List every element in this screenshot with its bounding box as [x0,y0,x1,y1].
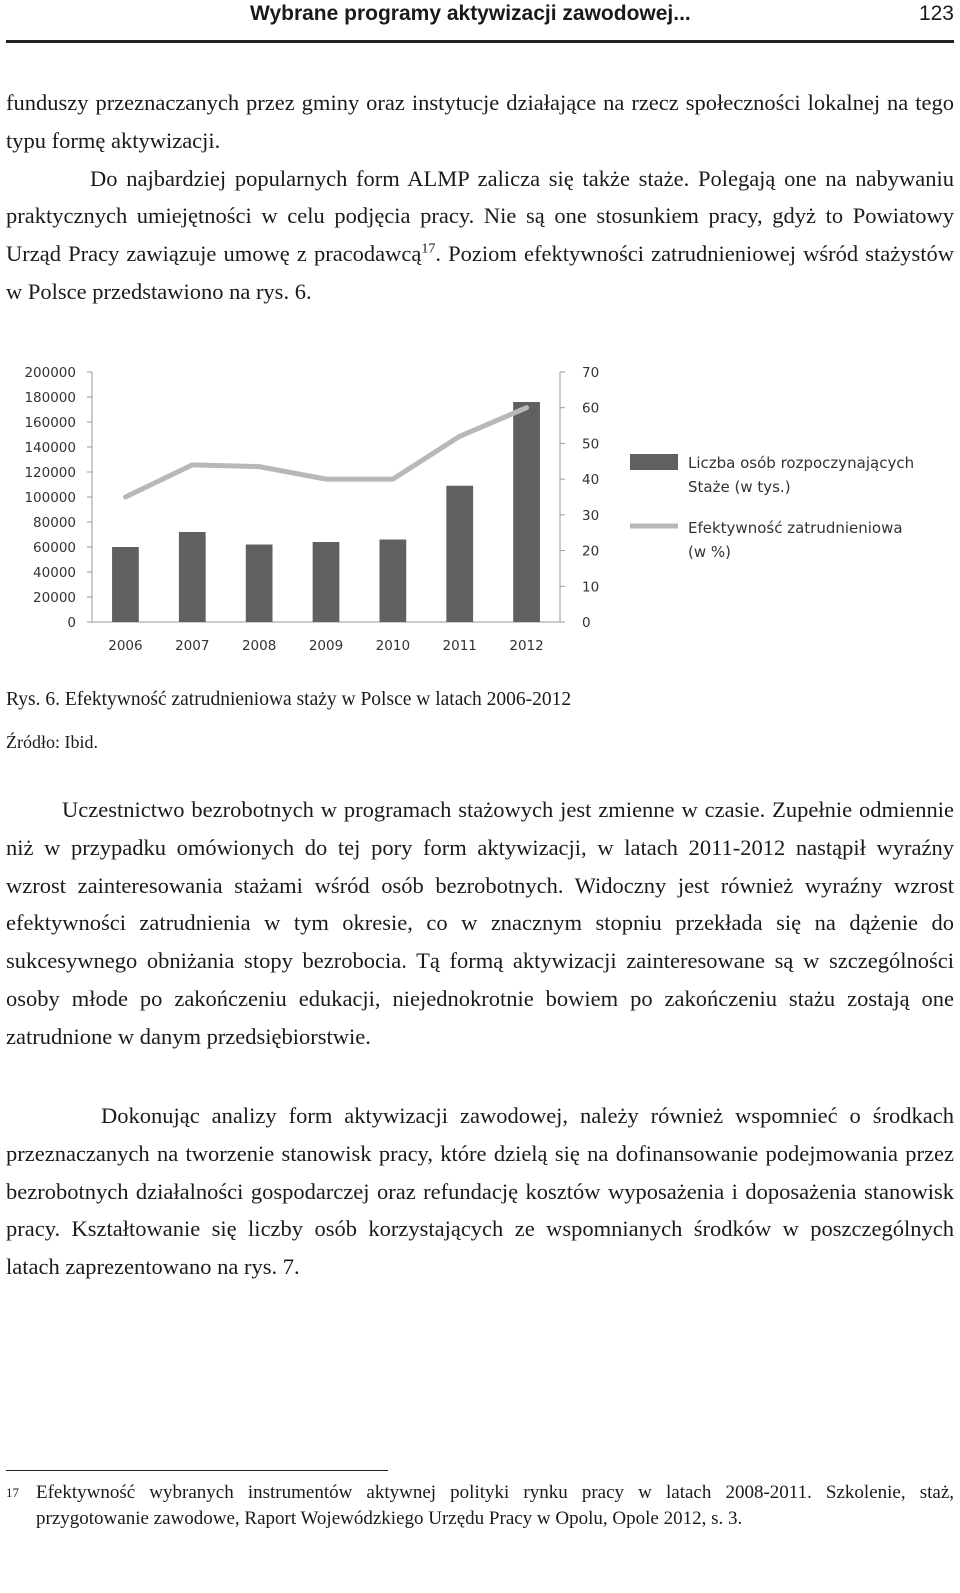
right-tick-label: 60 [582,400,600,417]
employment-effectiveness-chart [0,350,960,670]
bar-2008 [246,545,273,623]
x-axis-labels [108,638,544,654]
left-tick-label: 60000 [33,540,76,556]
bar-2012 [513,402,540,622]
left-tick-label: 0 [67,615,76,631]
left-tick-label: 120000 [24,465,76,481]
footnote [6,1480,954,1532]
bar-series [112,402,540,622]
legend-swatch-bars [630,454,678,470]
bar-2010 [379,540,406,623]
paragraph-2-text-b: . Poziom efektywności zatrudnieniowej wśród stażystów w Polsce przedstawiono na rys. 6. [6,241,955,304]
paragraph-2-text-a: Do najbardziej popularnych form ALMP zalicza się także staże. Polegają one na nabywaniu praktycznych umiejętności w celu podjęcia pracy. Nie są one stosunkiem pracy, gdyż to Powiatowy Urząd Pracy zawiązuje umowę z pracodawcą [6,165,954,267]
right-tick-label: 20 [582,543,600,560]
line-point-2012 [525,406,528,409]
page-number: 123 [918,2,954,25]
line-series [124,406,528,498]
footnote-mark: 17 [6,1485,19,1500]
footnote-rule [6,1470,388,1471]
running-header [0,0,960,46]
left-tick-label: 40000 [33,565,76,581]
legend-label-line-line1: Efektywność zatrudnieniowa [688,519,903,537]
right-tick-label: 30 [582,507,600,524]
right-axis-ticks [560,365,599,631]
line-point-2011 [458,435,461,438]
footnote-text: Efektywność wybranych instrumentów aktywnej polityki rynku pracy w latach 2008-2011. Szkolenie, staż, przygotowanie zawodowe, Raport Wojewódzkiego Urzędu Pracy w Opolu, Opole 2012, s. 3. [36,1482,954,1529]
right-tick-label: 40 [582,472,600,489]
footnote-ref[interactable]: 17 [421,241,436,257]
x-tick-label: 2011 [442,638,477,654]
paragraph-3: Uczestnictwo bezrobotnych w programach stażowych jest zmienne w czasie. Zupełnie odmiennie niż w przypadku omówionych do tej pory form aktywizacji, w latach 2011-2012 nastąpił wyraźny wzrost zainteresowania stażami wśród osób bezrobotnych. Widoczny jest również wyraźny wzrost efektywności zatrudnienia w tym okresie, co w znacznym stopniu przekłada się na dążenie do sukcesywnego obniżania stopy bezrobocia. Tą formą aktywizacji zainteresowane są w szczególności osoby młode po zakończeniu edukacji, niejednokrotnie bowiem po zakończeniu stażu zostają one zatrudnione w danym przedsiębiorstwie. [6,797,954,1049]
bar-2009 [313,542,340,622]
legend-label-bars-line2: Staże (w tys.) [688,478,791,496]
figure-source: Źródło: Ibid. [6,732,98,752]
x-tick-label: 2007 [175,638,210,654]
left-tick-label: 20000 [33,590,76,606]
bar-2007 [179,532,206,622]
left-tick-label: 160000 [24,415,76,431]
right-tick-label: 10 [582,579,600,596]
right-tick-label: 0 [582,615,591,631]
left-tick-label: 200000 [24,365,76,381]
left-tick-label: 180000 [24,390,76,406]
legend-label-line-line2: (w %) [688,543,731,561]
chart-legend [630,454,914,561]
efficiency-line [125,408,526,497]
line-point-2009 [325,478,328,481]
left-tick-label: 100000 [24,490,76,506]
line-point-2007 [191,463,194,466]
right-tick-label: 70 [582,365,600,381]
paragraph-1-text: funduszy przeznaczanych przez gminy oraz instytucje działające na rzecz społeczności lokalnej na tego typu formę aktywizacji. [6,90,954,153]
paragraph-4: Dokonując analizy form aktywizacji zawodowej, należy również wspomnieć o środkach przeznaczanych na tworzenie stanowisk pracy, które dzielą się na dofinansowanie podejmowania przez bezrobotnych działalności gospodarczej oraz refundację kosztów wyposażenia i doposażenia stanowisk pracy. Kształtowanie się liczby osób korzystających ze wspomnianych środków w poszczególnych latach zaprezentowano na rys. 7. [6,1103,954,1280]
legend-label-bars-line1: Liczba osób rozpoczynających [688,454,915,472]
figure-caption: Rys. 6. Efektywność zatrudnieniowa staży w Polsce w latach 2006-2012 [6,689,572,710]
bar-2011 [446,486,473,622]
x-tick-label: 2006 [108,638,143,654]
bar-2006 [112,547,139,622]
line-point-2006 [124,496,127,499]
right-tick-label: 50 [582,436,600,453]
paragraph-1 [6,84,954,311]
left-axis-ticks [24,365,92,631]
line-point-2008 [258,465,261,468]
line-point-2010 [391,478,394,481]
x-tick-label: 2009 [308,638,344,654]
x-tick-label: 2008 [241,638,277,654]
left-tick-label: 80000 [33,515,76,531]
running-title: Wybrane programy aktywizacji zawodowej... [250,2,691,25]
left-tick-label: 140000 [24,440,76,456]
x-tick-label: 2012 [509,638,544,654]
header-rule [6,40,954,43]
x-tick-label: 2010 [375,638,411,654]
